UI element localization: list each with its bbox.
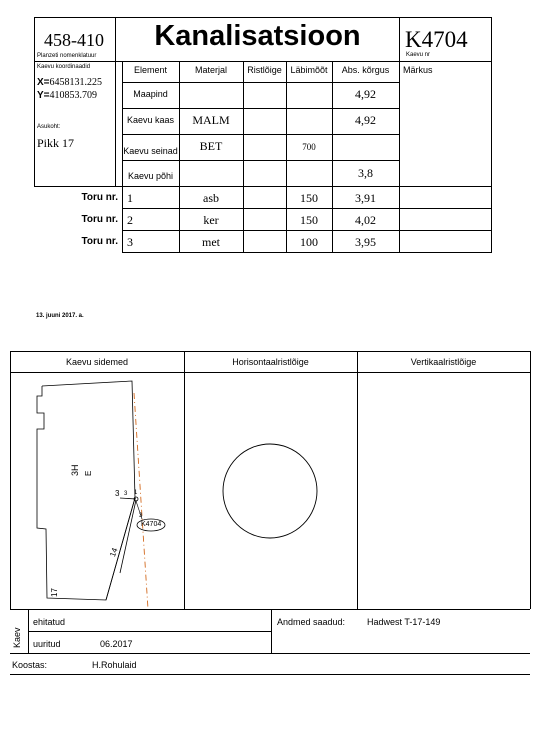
asukoht-value: Pikk 17 [37,136,75,150]
toru-labimoot: 150 [300,191,318,205]
row-element: Kaevu põhi [127,171,174,181]
toru-label: Toru nr. [81,214,118,225]
coords-label: Kaevu koordinaadid [37,64,91,70]
uuritud-date: 06.2017 [100,639,133,649]
andmed-label: Andmed saadud: [277,617,346,627]
row-materjal: BET [199,139,223,153]
horizontal-section [184,373,357,609]
col-korgus: Abs. kõrgus [341,65,390,75]
building-outline [37,381,138,600]
row-element: Kaevu kaas [126,115,175,125]
toru-materjal: met [202,235,220,249]
toru-nr: 2 [127,213,133,227]
row-korgus: 3,8 [358,166,373,180]
sketch-col-horisontaal: Horisontaalristlõige [232,357,309,367]
row-korgus: 4,92 [355,87,376,101]
col-element: Element [133,65,168,75]
dim-3a: 3 [115,489,120,498]
tie-line [120,498,136,499]
dim-1: 1 [134,490,138,496]
toru-materjal: asb [203,191,219,205]
row-korgus: 4,92 [355,113,376,127]
toru-nr: 3 [127,235,133,249]
coord-y-label: Y= [37,90,50,101]
sketch-col-sidemed: Kaevu sidemed [65,357,129,367]
ehitatud-label: ehitatud [33,617,66,627]
toru-labimoot: 150 [300,213,318,227]
well-circle [223,444,317,538]
col-markus: Märkus [403,65,433,75]
coord-x [37,77,102,88]
toru-materjal: ker [203,213,219,227]
col-materjal: Materjal [194,65,227,75]
toru-label: Toru nr. [81,236,118,247]
andmed-value: Hadwest T-17-149 [367,617,441,627]
toru-korgus: 3,95 [355,235,376,249]
toru-korgus: 3,91 [355,191,376,205]
kaevu-nr: K4704 [405,27,468,52]
row-element: Kaevu seinad [123,146,178,156]
col-labimoot: Läbimõõt [290,65,328,75]
building-label: 3H [70,464,80,476]
sidemed-sketch [10,373,184,609]
dim-3c: 3 [139,513,143,519]
well-label: K4704 [141,521,162,528]
toru-label: Toru nr. [81,192,118,203]
col-ristloige: Ristlõige [247,65,282,75]
koostas-label: Koostas: [12,660,48,670]
kaev-label: Kaev [12,627,22,648]
kaevu-nr-label: Kaevu nr [406,52,431,58]
uuritud-label: uuritud [33,639,61,649]
building-sublabel: E [84,470,93,476]
toru-korgus: 4,02 [355,213,376,227]
document-date: 13. juuni 2017. a. [36,313,84,319]
koostas-value: H.Rohulaid [92,660,137,670]
toru-labimoot: 100 [300,235,318,249]
nomenklatuur: 458-410 [44,30,104,50]
row-materjal: MALM [192,113,230,127]
tie-line [120,500,136,573]
coord-y [37,90,97,101]
nomenklatuur-label: Planzeti nomenklatuur [37,53,97,59]
asukoht-label: Asukoht: [37,124,61,130]
coord-y-value: 410853.709 [49,90,98,101]
dim-17: 17 [50,588,59,597]
toru-nr: 1 [127,191,133,205]
row-labimoot: 700 [302,142,316,152]
sketch-col-vertikaal: Vertikaalristlõige [410,357,477,367]
coord-x-value: 6458131.225 [49,77,103,88]
dim-14: 14 [108,546,120,559]
dim-3b: 3 [124,491,128,497]
page-title: Kanalisatsioon [154,20,361,52]
row-element: Maapind [133,89,168,99]
coord-x-label: X= [37,77,50,88]
